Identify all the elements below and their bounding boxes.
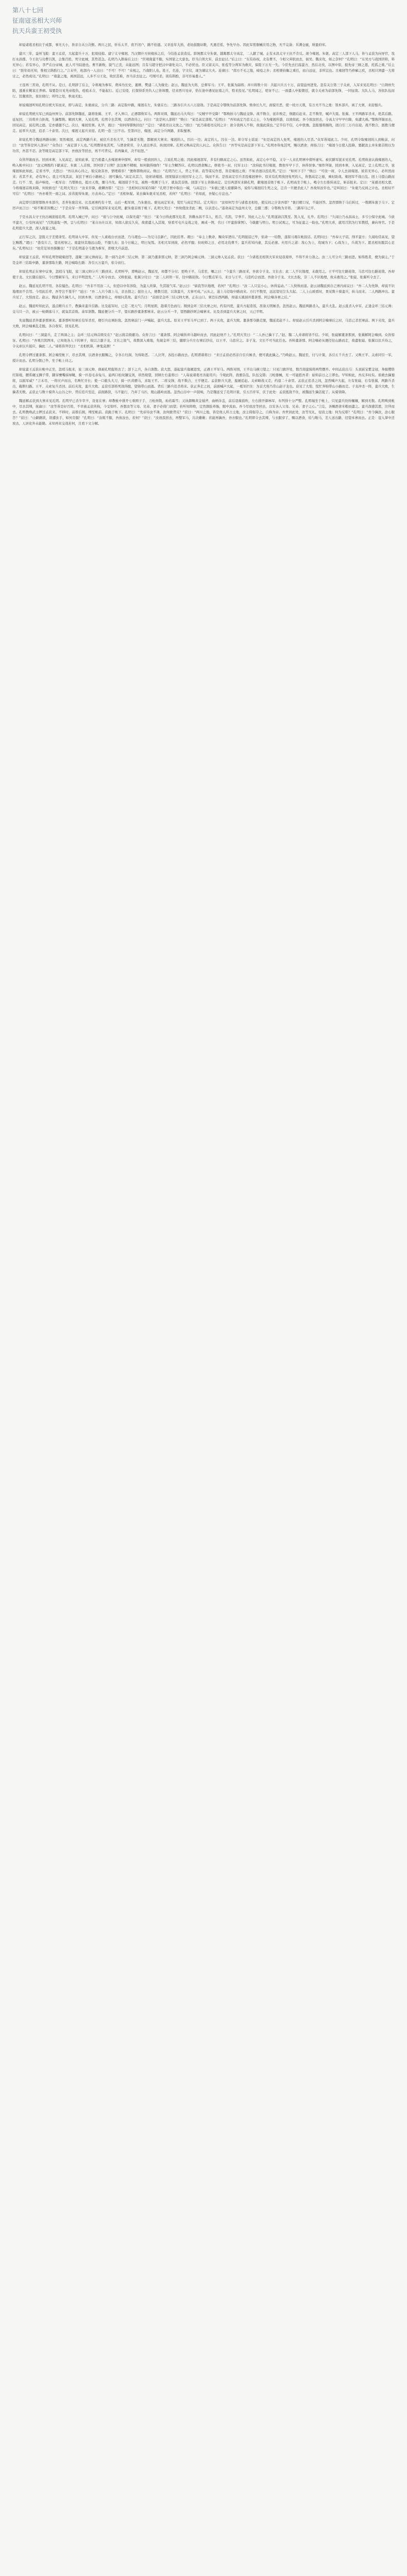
paragraph: 魏延解孟获到大寨来见孔明。孔明早已杀牛宰羊，设宴在寨；却教帐中排开七重围子手，刀枪剑戟，灿若霜雪；又执御赐黄金钺斧，曲柄伞盖，前后羽葆鼓吹，左右排开御林军，布列得十分严整。孔明端坐于帐上，只见蛮兵纷纷穰穰，解到无数。孔明唤到帐中，尽去其缚，抚谕曰：“汝等皆是好百姓，不幸被孟获所拘，今受惊吓。吾想汝等父母、兄弟、妻子必倚门而望；若听知阵败，定然割肚牵肠，眼中流血。吾今尽放汝等回去，以安各人父母、兄弟、妻子之心。”言讫，各赐酒食米粮而遣之。蛮兵深感其恩，泣拜而去。孔明教唤武士押过孟获来。不移时，前推后拥，缚至帐前。获跪于帐下。孔明曰：“先帝待汝不薄，汝何敢背反？”获曰：“两川之地，皆是他人所占土地，汝主倚强夺之，自称为帝。吾世居此处，汝等无礼，侵我土地：何为反耶？”孔明曰：“吾今擒汝，汝心服否？”获曰：“山僻路狭，误遭汝手，如何肯服！”孔明曰：“汝既不服，吾放汝去，若何？”获曰：“汝放我回去，再整军马，共决雌雄；若能再擒吾，吾方服也。”孔明即令去其缚，与衣服穿了，赐以酒食，给与鞍马，差人送出路，径望本寨而去。正是：寇入掌中还放去，人居化外未能降。未知再来交战若何，且看下文分解。 — [12, 399, 395, 426]
paragraph: 却说孔明令魏延两路伺候；果然雍闿、高定两路兵来，被伏兵杀伤大半，生擒者无数，都解到大寨来。雍闿的人，囚在一边；高定的人，囚在一边。却令军士谣说：“但是高定的人免死，雍闿的人尽杀。”众军皆闻此言。少时，孔明令取雍闿的人到帐前，问曰：“汝等皆是何人部从？”众伪曰：“高定部下人也。”孔明教皆免其死，与酒食赏劳，令人送出界首，纵放回寨。孔明又唤高定的人问之。众皆告曰：“吾等实是高定部下军士。”孔明亦皆免其死，赐以酒食；却扬言曰：“雍闿今日使人投降，要献汝主并朱褒首级以为功劳，吾甚不忍。汝等既是高定部下军，吾放汝等回去，再不可背反。若再擒来，决不轻恕。” — [12, 138, 395, 153]
paragraph: 于是永昌太守王伉出城迎接孔明。孔明入城已毕，问曰：“谁与公守此城，以保无虞？”伉曰：“某今日得此郡无危者，皆赖永昌不韦人，姓吕，名凯，字季平。皆此人之力。”孔明遂请吕凯至。凯入见，礼毕。孔明曰：“久闻公乃永昌高士，多亏公保守此城。今欲平蛮方，公有何高见？”吕凯遂取一图，呈与孔明曰：“某自历仕以来，知南人欲反久矣，故密遣人入其境，察看可屯兵交战之处，画成一图，名曰《平蛮指掌图》。今敢献与明公。明公试观之，可为征蛮之一助也。”孔明大喜，就用吕凯为行军教授，兼向导官。于是孔明提兵大进，深入南蛮之境。 — [12, 215, 395, 230]
paragraph: 却说孔明统大军已到益州界分。前部先锋魏延，副将张翼、王平，才入界口，正遇鄂焕军马。两阵对圆，魏延出马大骂曰：“反贼早早受降！”鄂焕拍马与魏延交锋。战不数合，延诈败走，焕随后赶来。走不数里，喊声大震。张翼、王平两路军杀来，绝其后路。延复回，三员将并力拒战，生擒鄂焕。解到大寨，入见孔明。孔明令去其缚，以酒食待之。问曰：“汝是何人部将？”焕曰：“某是高定部将。”孔明曰：“吾知高定乃忠义之士，今为雍闿所惑，以致如此。吾今放汝回去，令高太守早早归降，免遭大祸。”鄂焕拜谢而去，回见高定，说孔明之德。定亦感激不已。次日，雍闿至寨。礼毕，闿曰：“如何得鄂焕回也？”定曰：“诸葛亮以义放之。”闿曰：“此乃诸葛亮反间之计：欲令我两人不和，故施此谋也。”定半信不信，心中犹豫。忽报蜀将搦战，闿自引三万兵出迎。战不数合，闿拨马便走。延率兵大进，追杀二十余里。次日，雍闿又起兵来迎。孔明一连三日不出。至第四日，雍闿、高定分兵两路，来取蜀寨。 — [12, 112, 395, 133]
paragraph: 却说蛮王孟获，听知孔明智破雍闿等，遂聚三洞元帅商议。第一洞乃金环三结元帅，第二洞乃董荼那元帅，第三洞乃阿会喃元帅。三洞元帅入见孟获。获曰：“今诸葛丞相领大军来侵我境界，不得不并力敌之。汝三人可分兵三路而进。如得胜者，便为洞主。”于是金环三结取中路，董荼那取左路，阿会喃取右路：各引五万蛮兵，依令而行。 — [12, 255, 395, 265]
paragraph: 赵云、魏延听知此话，遂点精兵五千，教擒来蛮兵引路。比及起军时，已是二更天气；月明星朗，趁着月色而行。刚到金环三结大寨之时，约有四更，蛮兵方起造饭，准备天明厮杀。忽然赵云、魏延两路杀入，蛮兵大乱。赵云直杀入中军，正逢金环三结元帅；交马只一合，被云一枪刺落马下，就枭其首级。余军溃散。魏延便分兵一半，望东路抄董荼那寨来。赵云分兵一半，望西路抄阿会喃寨来。比及杀到蛮兵大寨之时，天已平明。 — [12, 304, 395, 314]
paragraph: 孔明令押过董荼那、阿会喃至帐下，尽去其缚，以酒食衣服赐之，令各自归洞，勿得助恶。二人泣拜，各投小路而去。孔明谓诸将曰：“来日孟获必然亲自引兵厮杀，便可就此擒之。”乃唤赵云、魏延至，付与计策，各引五千兵去了。又唤王平、关索同引一军，授计而去。孔明分拨已毕，坐于帐上待之。 — [12, 353, 395, 363]
paragraph: 却说孔明正在寨中议事，忽哨马飞报，说三洞元帅分兵三路到来。孔明听毕，即唤赵云、魏延至，却都不分付；更唤王平、马忠至，嘱之曰：“今蛮兵三路而来，吾欲令子龙、文长去；此二人不识地理，未敢用之。王平可往左路迎敌，马忠可往右路迎敌。吾却使子龙、文长随后接应。今日整顿军马，来日平明进发。”二人听令而去。又唤张嶷、张翼分付曰：“汝二人同领一军，往中路迎敌。今日整点军马，来日与王平、马忠约会而进。吾欲令子龙、文长去取，奈二人不识地理，故未敢用之。”张嶷、张翼听令去了。 — [12, 269, 395, 279]
paragraph: 却说雍闿听知孔明自统大军而来，即与高定、朱褒商议，分兵三路：高定取中路，雍闿在左，朱褒在右；三路各引兵五六万迎敌。于是高定令鄂焕为前部先锋。焕身长九尺，面貌丑恶，使一枝方天戟，有万夫不当之勇：领本部兵，离了大寨，来迎蜀兵。 — [19, 103, 385, 107]
paragraph: 孔明问曰：“三洞蛮兵，走了两洞之主；金环三结元帅首级安在？”赵云将首级献功。众皆言曰：“董荼那、阿会喃皆弃马越岭而去，因此赶他不上。”孔明大笑曰：“二人吾已擒下了。”赵、魏二人并诸将皆不信。少顷，张嶷解董荼那到，张翼解阿会喃到。众皆惊讶。孔明曰：“吾观吕凯图本，已知他各人下的寨子，故以言激子龙、文长之锐气，故教深入重地，先破金环三结，随即分兵左右寨后抄出，以王平、马忠应之。非子龙、文长不可当此任也。吾料董荼那、阿会喃必从便径往山路而走，故遣张嶷、张翼以伏兵待之，令关索以兵接应，擒此二人。”诸将皆拜伏曰：“丞相机算，神鬼莫测！” — [12, 333, 395, 348]
chapter-title-line-1: 征南寇丞相大兴师 — [12, 17, 62, 24]
paragraph: 王连再三苦劝，孔明不从。是日，孔明辞了后主，令蒋琬为参军，费祎为长史，董厥、樊建二人为掾史；赵云、魏延为大将，总督军马；王平、张翼为副将；并川将数十员：共起川兵五十万，前望益州进发。忽有关公第三子关索，入军来见孔明曰：“自荆州失陷，逃难在鲍家庄养病。每要赴川见先帝报仇，疮痕未合，不能起行。近已安痊，打探得系吴仇人已皆诛戮，径来西川见帝，恰在途中遇见征南之兵，特来投见。”孔明闻之，嗟讶不已；一面遣人申报朝廷，就令关索为前部先锋，一同征南。大队人马，各依队伍而行。饥餐渴饮，夜住晓行；所经之处，秋毫无犯。 — [12, 83, 395, 98]
chapter-title-line-2: 抗天兵蛮王初受执 — [12, 27, 62, 35]
paragraph: 先说魏延杀奔董荼那寨来。董荼那听知寨后有军杀至，便引兵出寨拒敌。忽然寨前门一声喊起，蛮兵大乱。原来王平军马早已到了。两下夹攻，蛮兵大败。董荼那夺路走脱，魏延追赶不上。却说赵云引兵杀到阿会喃寨后之时，马忠已杀至寨前。两下夹攻，蛮兵大败，阿会喃乘乱走脱。各自收军，回见孔明。 — [12, 318, 395, 328]
paragraph: 赵云、魏延见孔明不用，各有愠色。孔明曰：“吾非不用汝二人，但恐以中年涉险，为蛮人所算，失其锐气耳。”赵云曰：“倘我等识地理，若何？”孔明曰：“汝二人只宜小心，休得妄动。”二人怏怏而退。赵云请魏延到自己寨内商议曰：“吾二人为先锋，却说不识地理而不肯用。今用此后辈，吾等岂不羞乎？”延曰：“吾二人只今就上马，亲去探之；捉住土人，便教引进，以敌蛮兵，大事可成。”云从之，遂上马径取中路而来。方行不数里，远远望见尘头大起。二人上山坡看时，果见数十骑蛮兵，纵马而来。二人两路冲出。蛮兵见了，大惊而走。赵云、魏延各生擒几人，回到本寨，以酒食待之，却细问其故。蛮兵告曰：“前面是金环三结元帅大寨，正在山口。寨边东西两路，却通五溪洞并董荼那、阿会喃各寨之后。” — [12, 284, 395, 299]
chapter-header — [12, 5, 395, 36]
paragraph: 高定即引部将鄂焕并本部兵，杀奔朱褒营来。比及离寨约有十里，山后一彪军到，乃朱褒也。褒见高定军来，慌忙与高定答话。定大骂曰：“汝如何写书与诸葛丞相处，使反间之计害吾耶？”褒目瞪口呆，不能回答。忽然鄂焕于马后转过，一戟刺朱褒于马下。定厉声而言曰：“如不顺者皆戮之！”于是众军一齐拜降。定引两部军来见孔明，献朱褒首级于帐下。孔明大笑曰：“吾故使汝杀此二贼，以表忠心。”遂命高定为益州太守，总摄三郡；令鄂焕为牙将。三路军马已平。 — [12, 200, 395, 210]
chapter-content — [12, 42, 395, 2576]
paragraph: 却说诸葛丞相在于成都，事无大小，皆亲自从公决断。两川之民，忻乐太平，夜不闭户，路不拾遗。又幸连年大熟，老幼鼓腹讴歌，凡遇差徭，争先早办。因此军需器械应用之物，无不完备；米满仓廒，财盈府库。 — [19, 43, 329, 47]
paragraph: 众皆拜谢而去。回到本寨，入见高定，说知此事。定乃密遣人去雍闿寨中探听，却有一般放回的人，言说孔明之德；因此雍闿部军，多有归顺高定之心。虽然如此，高定心中不稳，又令一人来孔明寨中探听虚实。被伏路军捉来见孔明。孔明故意认做雍闿的人，唤入帐中问曰：“汝元帅既约下献高定、朱褒二人首级，因何误了日期？汝这厮不精细，如何做得细作！”军士含糊答应。孔明以酒食赐之，修密书一封，付军士曰：“汝持此书付雍闿，教他早早下手，休得误事。”细作拜谢，回到本寨，入见高定，呈上孔明之书，说雍闿如此如此。定看书毕，大怒曰：“吾以真心待之，彼反欲害吾，情理难容！”便唤鄂焕商议。焕曰：“孔明乃仁人，背之不祥。我等谋反作恶，皆是雍闿之故；不如杀闿以投孔明。”定曰：“如何下手？”焕曰：“可设一席，令人去请雍闿。彼若无异心，必坦然而来；若其不来，必有异心。我主可攻其前，某伏于寨后小路候之：闿可擒矣。”高定从其言，设席请雍闿。闿果疑前日放回军士之言，惧而不来。是夜高定引兵杀投雍闿寨中。原来有孔明放回免死的人，皆想高定之德，乘时助战。雍闿军不战自乱。闿上马望山路而走。行不二里，鼓声响处，一彪军出：乃鄂焕也，挺方天戟，骤马当先。雍闿措手不及，被焕一戟刺于马下，就枭其首级。闿部下军士皆降高定。定引两部军来降孔明，献雍闿首级于帐下。孔明高坐于帐上，喝令左右推转高定，斩首报来。定曰：“某感丞相大恩，今将雍闿首级来降，何故斩也？”孔明大笑曰：“汝来诈降，敢瞒吾耶！”定曰：“丞相何以知某诈降？”孔明于匣中取出一缄，与高定曰：“朱褒已使人密献降书，说你与雍闿结生死之交，岂肯一旦便杀此人？吾故知汝诈也。”定叫屈曰：“朱褒乃反间之计也。丞相切不可信！”孔明曰：“吾亦难凭一面之词。汝若捉得朱褒，方表真心。”定曰：“丞相休疑。某去擒朱褒来见丞相，若何？”孔明曰：“若如此，吾疑心方息也。” — [12, 158, 395, 196]
paragraph: 正行军之次，忽报天子差使命至。孔明请入中军，但见一人素袍白衣而进，乃马谡也——为兄马良新亡，因此挂孝。谡曰：“奉主上敕命，赐众军酒帛。”孔明接诏已毕，依命一一给散，遂留马谡在帐叙话。孔明问曰：“吾奉天子诏，削平蛮方；久闻幼常高见，望乞赐教。”谡曰：“愚有片言，望丞相察之。南蛮恃其地远山险，不服久矣；虽今日破之，明日复叛。丞相大军到彼，必然平服；但班师之日，必用北伐曹丕；蛮兵若知内虚，其反必速。夫用兵之道：攻心为上，攻城为下；心战为上，兵战为下。愿丞相但服其心足矣。”孔明叹曰：“幼常足知吾肺腑也！”于是孔明遂令马谡为参军，即统大兵前进。 — [12, 235, 395, 250]
paragraph: 却说蛮王孟获在帐中正坐，忽哨马报来，说三洞元帅，俱被孔明捉将去了；部下之兵，各自溃散。获大怒，遂起蛮兵迤逦进发，正遇王平军马。两阵对圆，王平出马横刀望之：只见门旗开处，数百南蛮骑将两势摆开。中间孟获出马：头顶嵌宝紫金冠，身披缨络红锦袍，腰系碾玉狮子带，脚穿鹰嘴抹绿靴，骑一匹卷毛赤兔马，悬两口松纹镶宝剑，昂然观望，回顾左右蛮将曰：“人每说诸葛亮善能用兵；今观此阵，旌旗杂乱，队伍交错；刀枪器械，无一可能胜吾者：始知前日之言谬也。早知如此，吾反多时矣。谁敢去擒蜀将，以振军威？”言未尽，一将应声而出，名唤忙牙长；使一口截头大刀，骑一匹黄骠马，来取王平。二将交锋，战不数合，王平便走。孟获驱兵大进，迤逦追赶。关索略战又走，约退二十余里。孟获正追杀之间，忽然喊声大起，左有张嶷，右有张翼，两路兵杀出，截断归路。王平、关索复兵杀回。前后夹攻，蛮兵大败。孟获引部将死战得脱，望锦带山而逃。背后三路兵追杀将来。获正奔走之间，前面喊声大起，一彪军拦住：为首大将乃常山赵子龙也。获见了大惊，慌忙奔锦带山小路而走。子龙冲杀一阵，蛮兵大败，生擒者无数。孟获止与数十骑奔入山谷之中，背后追兵至近，前面路狭，马不能行，乃弃了马匹，爬山越岭而逃。忽然山谷中一声鼓响，乃是魏延受了孔明计策，引五百步军，伏于此处：孟获抵敌不住，被魏延生擒活捉了。从骑皆降。 — [12, 367, 395, 394]
paragraph: 建兴三年，益州飞报：蛮王孟获，大起蛮兵十万，犯境侵掠。建宁太守雍闿，乃汉朝什方侯雍齿之后，今结连孟获造反。牂牁郡太守朱褒、越嶲郡太守高定，二人献了城。止有永昌太守王伉不肯反。现今雍闿、朱褒、高定三人部下人马，皆与孟获为向导官，攻打永昌郡。今王伉与功曹吕凯，会集百姓，死守此城，其势甚急。孔明乃入朝奏后主曰：“臣观南蛮不服，实国家之大患也。臣当自领大军，前去征讨。”后主曰：“东有孙权，北有曹丕，今相父弃朕而去，倘吴、魏来攻，如之奈何？”孔明曰：“东吴方与我国讲和，料无异心；若有异心，李严在白帝城，此人可当陆逊也。曹丕新败，锐气已丧，未能远图；且有马超守把汉中诸处关口，不必忧也。臣又留关兴、张苞等分两军为救应，保陛下万无一失。今臣先去扫荡蛮方，然后北伐，以图中原，报先帝三顾之恩，托孤之重。”后主曰：“朕年幼无知，惟相父斟酌行之。”言未毕，班部内一人出曰：“不可！不可！”众视之，乃南阳人也，姓王，名连，字文仪，现为谏议大夫。连谏曰：“南方不毛之地，瘴疫之乡；丞相秉钧衡之重任，而自远征，非所宜也。且雍闿等乃疥癣之疾，丞相只须遣一大将讨之，必然成功。”孔明曰：“南蛮之地，离国甚远，人多不习王化，收伏甚难，吾当亲去征之。可刚可柔，别有斟酌，非可容易委人。” — [12, 52, 395, 78]
chapter-number: 第八十七回 — [12, 7, 44, 14]
